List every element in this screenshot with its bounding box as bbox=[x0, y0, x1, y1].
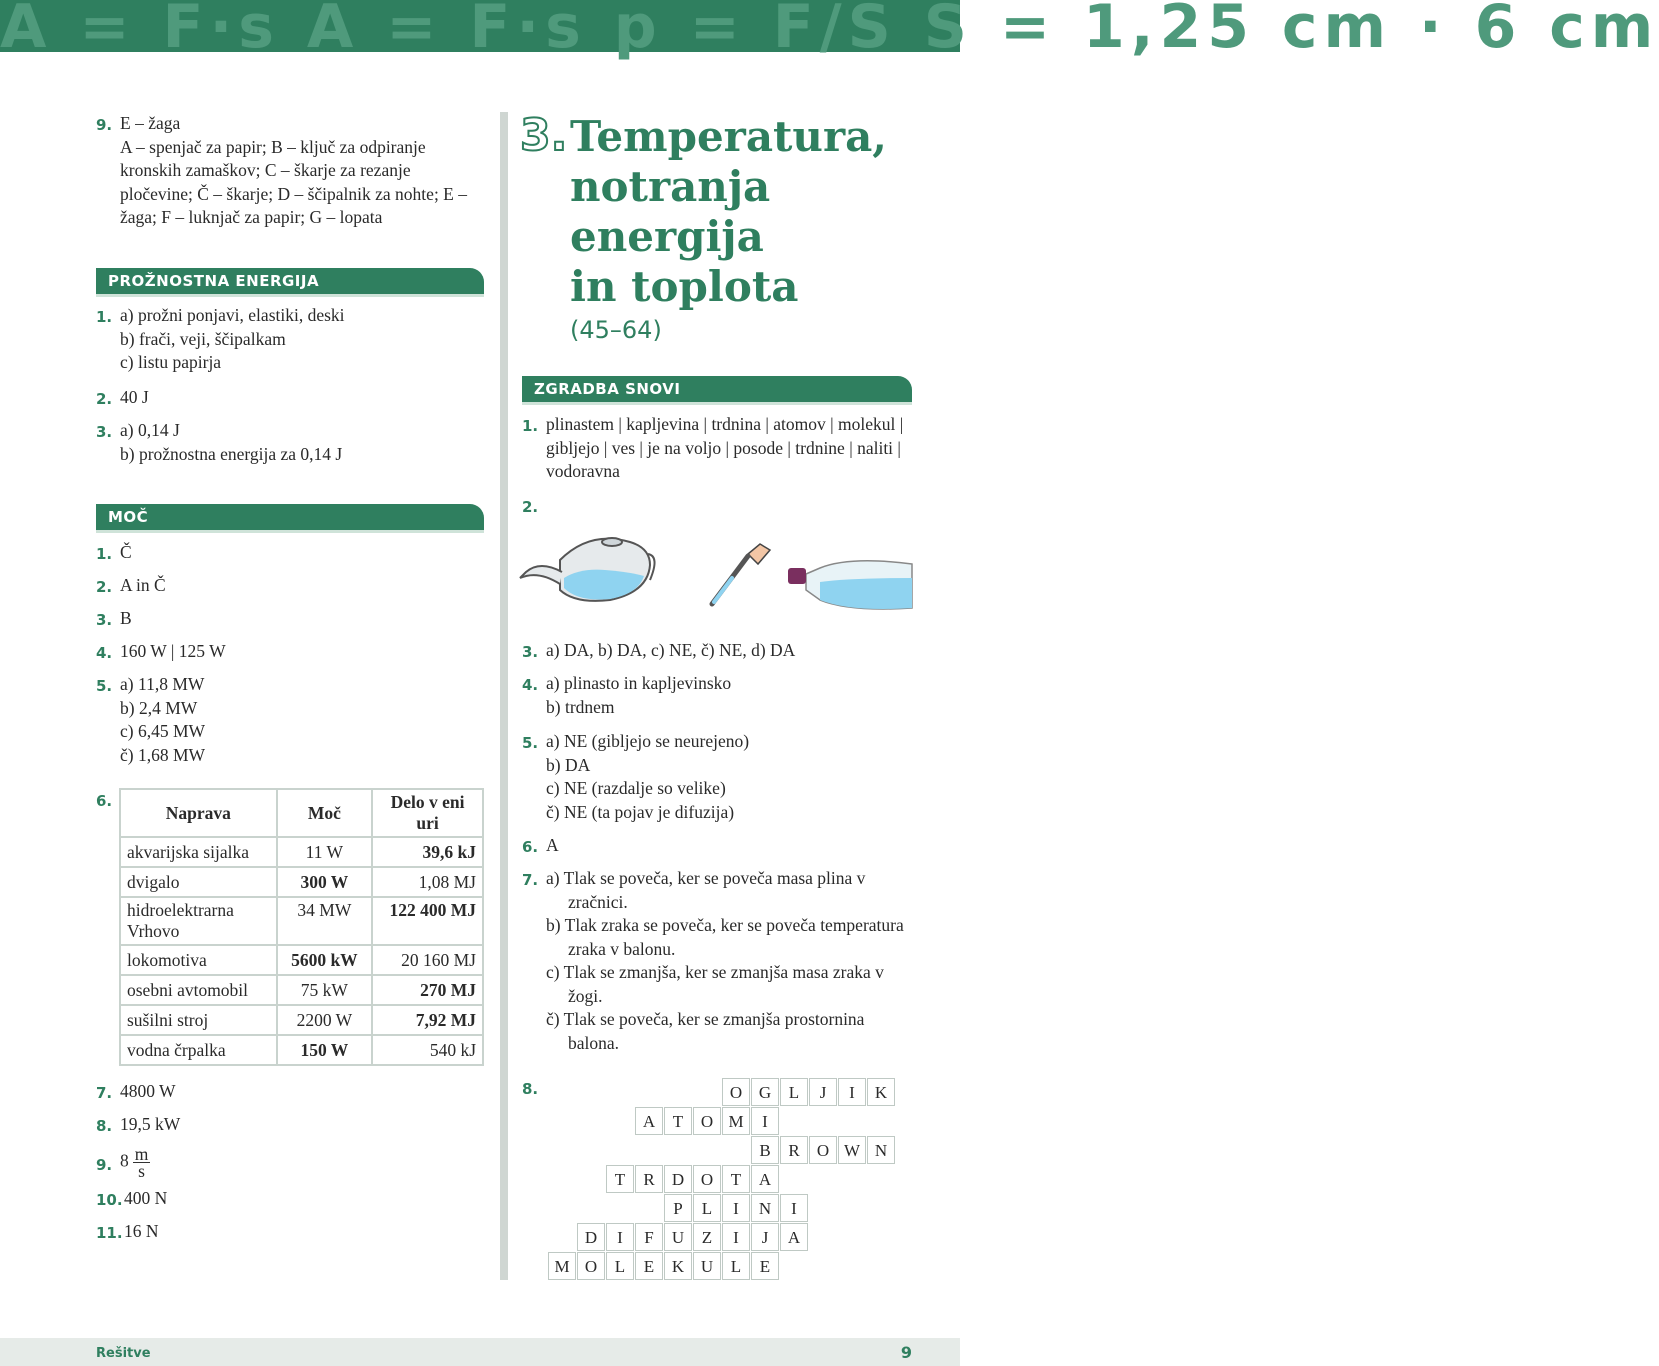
table-cell: lokomotiva bbox=[120, 945, 277, 975]
table-cell: 75 kW bbox=[277, 975, 373, 1005]
question-number: 8. bbox=[522, 1080, 539, 1098]
crossword-cell: K bbox=[867, 1078, 895, 1106]
fraction-numerator: m bbox=[134, 1144, 149, 1164]
crossword-cell: M bbox=[548, 1252, 576, 1280]
crossword-cell: I bbox=[722, 1223, 750, 1251]
table-cell: 540 kJ bbox=[372, 1035, 483, 1065]
value: 8 bbox=[120, 1150, 129, 1171]
table-header: Moč bbox=[277, 789, 373, 837]
table-cell: 20 160 MJ bbox=[372, 945, 483, 975]
chapter-title-line: in toplota bbox=[570, 262, 799, 311]
crossword-cell: I bbox=[722, 1194, 750, 1222]
answer-text: b) Tlak zraka se poveča, ker se poveča temperatura zraka v balonu. bbox=[546, 915, 904, 959]
crossword-cell: E bbox=[751, 1252, 779, 1280]
crossword-cell: U bbox=[664, 1223, 692, 1251]
crossword-cell: R bbox=[780, 1136, 808, 1164]
header-watermark: A = F·s A = F·s p = F/S S = 1,25 cm · 6 cm bbox=[0, 0, 1659, 62]
answer-text: b) DA bbox=[546, 754, 591, 775]
chapter-title-line: Temperatura, bbox=[570, 112, 887, 161]
answer-text: a) prožni ponjavi, elastiki, deski bbox=[120, 305, 345, 325]
question-number: 1. bbox=[96, 308, 113, 326]
crossword-cell: B bbox=[751, 1136, 779, 1164]
table-row bbox=[120, 897, 483, 945]
section-title: ZGRADBA SNOVI bbox=[534, 380, 681, 398]
crossword-cell: T bbox=[606, 1165, 634, 1193]
question-number: 5. bbox=[522, 734, 539, 752]
left-s1-q2 bbox=[96, 386, 149, 410]
crossword-cell: W bbox=[838, 1136, 866, 1164]
table-cell: dvigalo bbox=[120, 867, 277, 897]
crossword-cell: O bbox=[722, 1078, 750, 1106]
question-number: 1. bbox=[96, 545, 113, 563]
answer-text: A – spenjač za papir; B – ključ za odpiranje kronskih zamaškov; C – škarje za rezanje pločevine; Č – škarje; D – ščipalnik za nohte; E – žaga; F – luknjač za papir; G – lopata bbox=[120, 136, 467, 227]
footer-label: Rešitve bbox=[96, 1346, 151, 1361]
table-cell: osebni avtomobil bbox=[120, 975, 277, 1005]
question-number: 3. bbox=[96, 423, 113, 441]
answer-text bbox=[120, 1146, 150, 1179]
answer-text: a) 11,8 MW bbox=[120, 674, 205, 694]
crossword-cell: R bbox=[635, 1165, 663, 1193]
left-s2-q8 bbox=[96, 1113, 180, 1137]
column-divider bbox=[500, 112, 508, 1280]
crossword-cell: I bbox=[780, 1194, 808, 1222]
crossword-cell: L bbox=[693, 1194, 721, 1222]
answer-text: 4800 W bbox=[120, 1081, 176, 1101]
question-number: 2. bbox=[522, 498, 539, 516]
crossword-cell: L bbox=[780, 1078, 808, 1106]
question-number: 4. bbox=[522, 676, 539, 694]
container-illustrations bbox=[520, 520, 920, 620]
dropper-icon bbox=[712, 544, 770, 604]
answer-text: č) NE (ta pojav je difuzija) bbox=[546, 801, 735, 822]
answer-text: B bbox=[120, 608, 132, 628]
footer bbox=[0, 1338, 960, 1366]
unit-fraction bbox=[133, 1146, 151, 1179]
question-number: 6. bbox=[522, 838, 539, 856]
crossword-cell: E bbox=[635, 1252, 663, 1280]
question-number: 11. bbox=[96, 1224, 123, 1242]
question-number: 2. bbox=[96, 578, 113, 596]
crossword-cell: F bbox=[635, 1223, 663, 1251]
crossword-cell: O bbox=[809, 1136, 837, 1164]
table-cell: akvarijska sijalka bbox=[120, 837, 277, 867]
page-number: 9 bbox=[900, 1343, 912, 1362]
crossword-cell: U bbox=[693, 1252, 721, 1280]
table-header-row bbox=[120, 789, 483, 837]
answer-text: 19,5 kW bbox=[120, 1114, 181, 1134]
answer-text: 400 N bbox=[124, 1188, 168, 1208]
section-header-structure bbox=[522, 376, 912, 402]
right-q5 bbox=[522, 730, 922, 824]
chapter-title-line: energija bbox=[570, 212, 764, 261]
left-s2-q3 bbox=[96, 607, 132, 631]
left-s1-q3 bbox=[96, 419, 486, 466]
answer-text: c) listu papirja bbox=[120, 352, 222, 372]
answer-text: b) prožnostna energija za 0,14 J bbox=[120, 443, 343, 464]
crossword-cell: O bbox=[577, 1252, 605, 1280]
chapter-title bbox=[570, 112, 887, 312]
crossword-cell: O bbox=[693, 1165, 721, 1193]
table-row bbox=[120, 975, 483, 1005]
answer-text: a) NE (gibljejo se neurejeno) bbox=[546, 731, 750, 751]
crossword-cell: G bbox=[751, 1078, 779, 1106]
crossword-cell: M bbox=[722, 1107, 750, 1135]
table-cell: 150 W bbox=[277, 1035, 373, 1065]
left-s1-q1 bbox=[96, 304, 486, 375]
chapter-number: 3. bbox=[520, 110, 568, 161]
table-row bbox=[120, 837, 483, 867]
question-number: 9. bbox=[96, 116, 113, 134]
section-header-power bbox=[96, 504, 484, 530]
crossword-cell: T bbox=[664, 1107, 692, 1135]
crossword-cell: A bbox=[780, 1223, 808, 1251]
question-number: 1. bbox=[522, 417, 539, 435]
answer-text: č) Tlak se poveča, ker se zmanjša prostornina balona. bbox=[546, 1009, 865, 1053]
table-cell: vodna črpalka bbox=[120, 1035, 277, 1065]
table-cell: 122 400 MJ bbox=[372, 897, 483, 945]
question-number: 4. bbox=[96, 644, 113, 662]
crossword-cell: J bbox=[751, 1223, 779, 1251]
crossword-cell: I bbox=[751, 1107, 779, 1135]
right-q1 bbox=[522, 413, 917, 484]
crossword-cell: N bbox=[867, 1136, 895, 1164]
answer-text: b) trdnem bbox=[546, 696, 615, 717]
answer-text: Č bbox=[120, 542, 132, 562]
section-title: PROŽNOSTNA ENERGIJA bbox=[108, 272, 320, 290]
answer-text: a) plinasto in kapljevinsko bbox=[546, 673, 732, 693]
answer-text: a) 0,14 J bbox=[120, 420, 180, 440]
section-header-elastic-energy bbox=[96, 268, 484, 294]
table-header: Naprava bbox=[120, 789, 277, 837]
answer-text: 16 N bbox=[124, 1221, 159, 1241]
question-number: 5. bbox=[96, 677, 113, 695]
crossword-cell: I bbox=[838, 1078, 866, 1106]
question-number: 9. bbox=[96, 1156, 113, 1174]
power-table bbox=[119, 788, 484, 1066]
answer-text: A in Č bbox=[120, 575, 166, 595]
right-q7 bbox=[522, 867, 917, 1055]
table-cell: 39,6 kJ bbox=[372, 837, 483, 867]
answer-text: b) 2,4 MW bbox=[120, 697, 198, 718]
answer-text: c) Tlak se zmanjša, ker se zmanjša masa zraka v žogi. bbox=[546, 962, 884, 1006]
table-cell: 1,08 MJ bbox=[372, 867, 483, 897]
right-q6 bbox=[522, 834, 559, 858]
answer-text: a) DA, b) DA, c) NE, č) NE, d) DA bbox=[546, 640, 796, 660]
left-s2-q1 bbox=[96, 541, 132, 565]
answer-text: 160 W | 125 W bbox=[120, 641, 226, 661]
crossword-cell: L bbox=[606, 1252, 634, 1280]
question-number: 10. bbox=[96, 1191, 123, 1209]
left-s2-q2 bbox=[96, 574, 166, 598]
answer-text: c) 6,45 MW bbox=[120, 721, 206, 741]
left-s2-q7 bbox=[96, 1080, 176, 1104]
table-cell: 7,92 MJ bbox=[372, 1005, 483, 1035]
question-number: 7. bbox=[96, 1084, 113, 1102]
fraction-denominator: s bbox=[138, 1161, 145, 1181]
table-cell: hidroelektrarna Vrhovo bbox=[120, 897, 277, 945]
crossword-cell: P bbox=[664, 1194, 692, 1222]
crossword-cell: O bbox=[693, 1107, 721, 1135]
question-number: 8. bbox=[96, 1117, 113, 1135]
crossword-cell: L bbox=[722, 1252, 750, 1280]
table-header: Delo v eni uri bbox=[372, 789, 483, 837]
question-number: 6. bbox=[96, 792, 113, 810]
table-row bbox=[120, 867, 483, 897]
crossword-cell: D bbox=[664, 1165, 692, 1193]
answer-text: a) Tlak se poveča, ker se poveča masa plina v zračnici. bbox=[546, 868, 866, 912]
answer-text: č) 1,68 MW bbox=[120, 744, 206, 765]
section-title: MOČ bbox=[108, 508, 149, 526]
table-cell: 5600 kW bbox=[277, 945, 373, 975]
left-q9 bbox=[96, 112, 486, 230]
bottle-icon bbox=[788, 561, 912, 609]
table-cell: 11 W bbox=[277, 837, 373, 867]
chapter-title-line: notranja bbox=[570, 162, 771, 211]
left-s2-q4 bbox=[96, 640, 226, 664]
header-band bbox=[0, 0, 1659, 62]
table-cell: sušilni stroj bbox=[120, 1005, 277, 1035]
crossword-cell: K bbox=[664, 1252, 692, 1280]
crossword-cell: A bbox=[751, 1165, 779, 1193]
right-q3 bbox=[522, 639, 922, 663]
left-s2-q5 bbox=[96, 673, 205, 767]
left-s2-q10 bbox=[96, 1187, 167, 1211]
answer-text: b) frači, veji, ščipalkam bbox=[120, 328, 286, 349]
question-number: 7. bbox=[522, 871, 539, 889]
crossword-cell: I bbox=[606, 1223, 634, 1251]
crossword-cell: N bbox=[751, 1194, 779, 1222]
table-cell: 300 W bbox=[277, 867, 373, 897]
table-row bbox=[120, 1005, 483, 1035]
question-number: 3. bbox=[96, 611, 113, 629]
answer-text: A bbox=[546, 835, 559, 855]
question-number: 2. bbox=[96, 390, 113, 408]
teapot-icon bbox=[520, 538, 655, 601]
crossword-cell: Z bbox=[693, 1223, 721, 1251]
chapter-pages: (45–64) bbox=[570, 316, 662, 344]
right-q4 bbox=[522, 672, 922, 719]
crossword-cell: J bbox=[809, 1078, 837, 1106]
left-s2-q9 bbox=[96, 1146, 150, 1179]
table-cell: 34 MW bbox=[277, 897, 373, 945]
table-cell: 2200 W bbox=[277, 1005, 373, 1035]
crossword-cell: T bbox=[722, 1165, 750, 1193]
crossword-cell: A bbox=[635, 1107, 663, 1135]
table-row bbox=[120, 1035, 483, 1065]
crossword-cell: D bbox=[577, 1223, 605, 1251]
answer-text: c) NE (razdalje so velike) bbox=[546, 778, 726, 798]
answer-text: plinastem | kapljevina | trdnina | atomov | molekul | gibljejo | ves | je na voljo | posode | trdnine | naliti | vodoravna bbox=[546, 414, 904, 481]
question-number: 3. bbox=[522, 643, 539, 661]
answer-text: E – žaga bbox=[120, 113, 181, 133]
table-cell: 270 MJ bbox=[372, 975, 483, 1005]
table-row bbox=[120, 945, 483, 975]
answer-text: 40 J bbox=[120, 387, 149, 407]
left-s2-q11 bbox=[96, 1220, 159, 1244]
